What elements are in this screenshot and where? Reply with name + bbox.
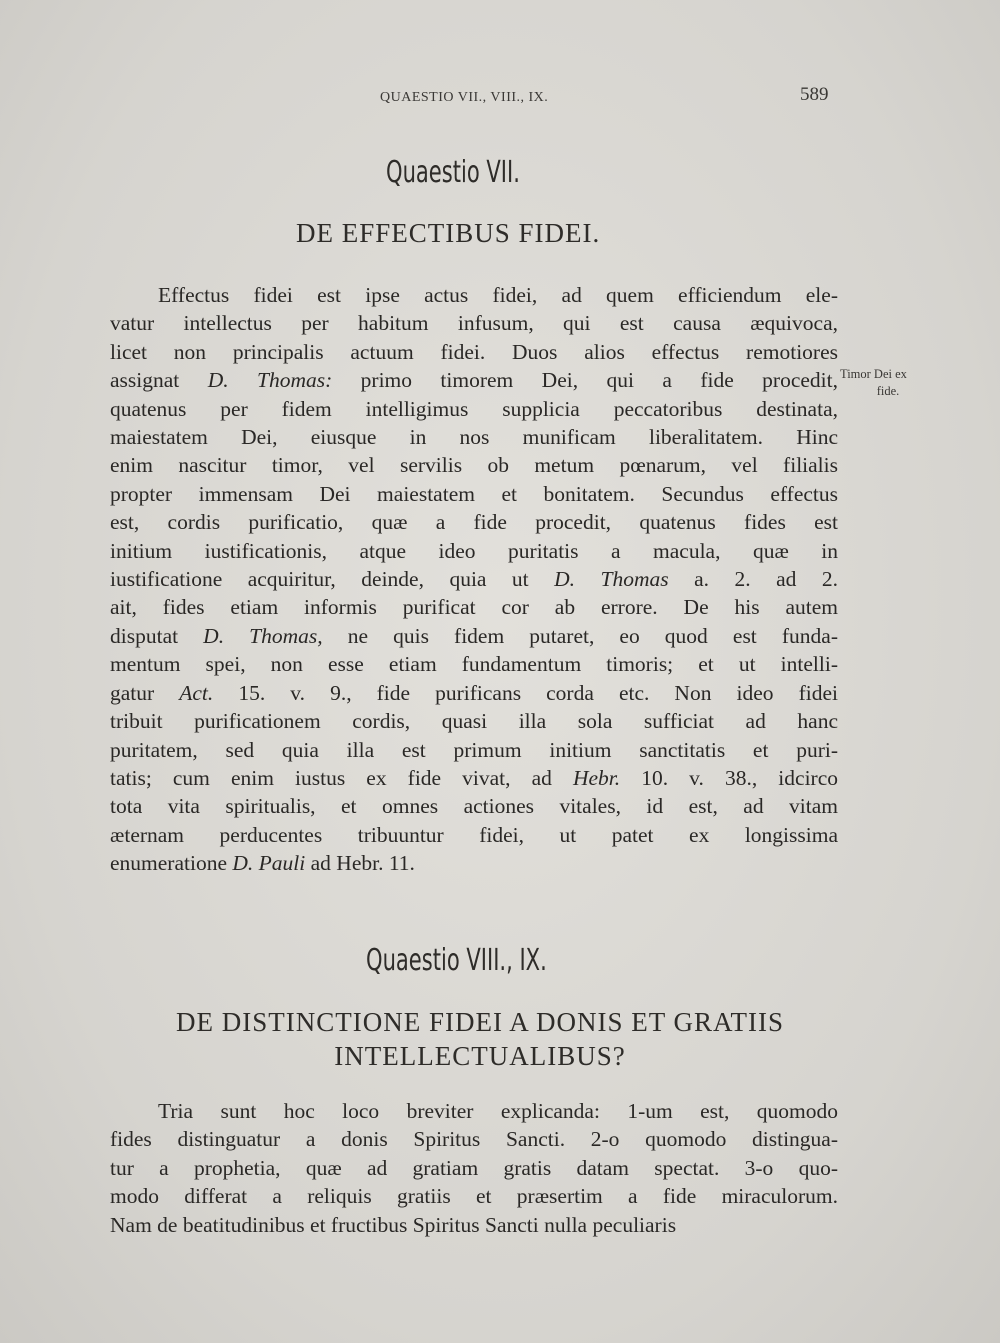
section-title-line: DE DISTINCTIONE FIDEI A DONIS ET GRATIIS bbox=[176, 1007, 784, 1037]
text-run: fides distinguatur a donis Spiritus Sancti. 2-o quomodo distingua- bbox=[110, 1127, 838, 1152]
text-line bbox=[110, 366, 838, 394]
text-line bbox=[110, 395, 838, 423]
text-run: 15. v. 9., fide purificans corda etc. Non ideo fidei bbox=[213, 680, 838, 705]
text-line bbox=[110, 821, 838, 849]
text-run: maiestatem Dei, eiusque in nos munificam liberalitatem. Hinc bbox=[110, 425, 838, 450]
section-title-line: INTELLECTUALIBUS? bbox=[334, 1041, 626, 1071]
margin-note-line: Timor Dei ex bbox=[840, 367, 907, 381]
section-title bbox=[110, 1005, 850, 1073]
margin-note bbox=[840, 366, 950, 400]
italic-reference: D. Pauli bbox=[232, 851, 306, 876]
text-run: tatis; cum enim iustus ex fide vivat, ad bbox=[110, 765, 573, 790]
text-run: assignat bbox=[110, 368, 208, 393]
text-line bbox=[110, 679, 838, 707]
text-line bbox=[110, 508, 838, 536]
text-line bbox=[110, 593, 838, 621]
quaestio-heading: Quaestio VIII., IX. bbox=[366, 943, 547, 978]
text-line bbox=[110, 1182, 838, 1210]
paragraph bbox=[110, 281, 838, 878]
paragraph bbox=[110, 1097, 838, 1239]
italic-reference: Hebr. bbox=[572, 765, 621, 790]
text-line bbox=[110, 281, 838, 309]
text-line bbox=[110, 309, 838, 337]
text-line bbox=[110, 338, 838, 366]
text-run: a. 2. ad 2. bbox=[668, 567, 838, 592]
text-line bbox=[110, 1211, 838, 1239]
text-run: est, cordis purificatio, quæ a fide procedit, quatenus fides est bbox=[110, 510, 838, 535]
text-run: tur a prophetia, quæ ad gratiam gratis datam spectat. 3-o quo- bbox=[110, 1155, 838, 1180]
text-run: modo differat a reliquis gratiis et præsertim a fide miraculorum. bbox=[110, 1184, 838, 1209]
text-run: iustificatione acquiritur, deinde, quia ut bbox=[110, 567, 555, 592]
text-run: enim nascitur timor, vel servilis ob metum pœnarum, vel filialis bbox=[110, 453, 838, 478]
text-run: ne quis fidem putaret, eo quod est funda- bbox=[322, 623, 838, 648]
text-line bbox=[110, 565, 838, 593]
text-run: tota vita spiritualis, et omnes actiones vitales, id est, ad vitam bbox=[110, 794, 838, 819]
quaestio-heading: Quaestio VII. bbox=[386, 155, 520, 190]
text-line bbox=[110, 736, 838, 764]
text-run: quatenus per fidem intelligimus supplicia peccatoribus destinata, bbox=[110, 396, 838, 421]
italic-reference: Act. bbox=[179, 680, 214, 705]
text-run: mentum spei, non esse etiam fundamentum timoris; et ut intelli- bbox=[110, 652, 838, 677]
text-line bbox=[110, 764, 838, 792]
text-run: Nam de beatitudinibus et fructibus Spiritus Sancti nulla peculiaris bbox=[110, 1212, 677, 1237]
text-run: initium iustificationis, atque ideo puritatis a macula, quæ in bbox=[110, 538, 838, 563]
text-run: ait, fides etiam informis purificat cor ab errore. De his autem bbox=[110, 595, 838, 620]
section-title: DE EFFECTIBUS FIDEI. bbox=[296, 218, 601, 248]
text-line bbox=[110, 1125, 838, 1153]
text-line bbox=[110, 1097, 838, 1125]
text-run: primo timorem Dei, qui a fide procedit, bbox=[332, 368, 838, 393]
text-run: Tria sunt hoc loco breviter explicanda: 1-um est, quomodo bbox=[158, 1099, 838, 1123]
text-line bbox=[110, 537, 838, 565]
text-line bbox=[110, 622, 838, 650]
running-head: QUAESTIO VII., VIII., IX. bbox=[380, 90, 549, 105]
text-line bbox=[110, 1154, 838, 1182]
text-run: propter immensam Dei maiestatem et bonitatem. Secundus effectus bbox=[110, 481, 838, 506]
text-line bbox=[110, 849, 838, 877]
text-run: gatur bbox=[110, 680, 180, 705]
text-line bbox=[110, 480, 838, 508]
italic-reference: D. Thomas bbox=[554, 567, 669, 592]
text-line bbox=[110, 707, 838, 735]
text-run: enumeratione bbox=[110, 851, 233, 876]
text-line bbox=[110, 451, 838, 479]
text-run: tribuit purificationem cordis, quasi illa sola sufficiat ad hanc bbox=[110, 709, 838, 734]
text-run: disputat bbox=[110, 623, 204, 648]
text-run: 10. v. 38., idcirco bbox=[620, 765, 838, 790]
text-run: puritatem, sed quia illa est primum initium sanctitatis et puri- bbox=[110, 737, 838, 762]
page-number: 589 bbox=[800, 84, 829, 105]
text-run: Effectus fidei est ipse actus fidei, ad quem efficiendum ele- bbox=[158, 283, 838, 307]
text-run: æternam perducentes tribuuntur fidei, ut patet ex longissima bbox=[110, 822, 838, 847]
text-line bbox=[110, 792, 838, 820]
italic-reference: D. Thomas: bbox=[207, 368, 333, 393]
text-line bbox=[110, 650, 838, 678]
text-line bbox=[110, 423, 838, 451]
margin-note-line: fide. bbox=[876, 384, 900, 398]
text-run: licet non principalis actuum fidei. Duos alios effectus remotiores bbox=[110, 339, 838, 364]
text-run: vatur intellectus per habitum infusum, qui est causa æquivoca, bbox=[110, 311, 838, 336]
italic-reference: D. Thomas, bbox=[203, 623, 323, 648]
text-run: ad Hebr. 11. bbox=[305, 851, 415, 876]
